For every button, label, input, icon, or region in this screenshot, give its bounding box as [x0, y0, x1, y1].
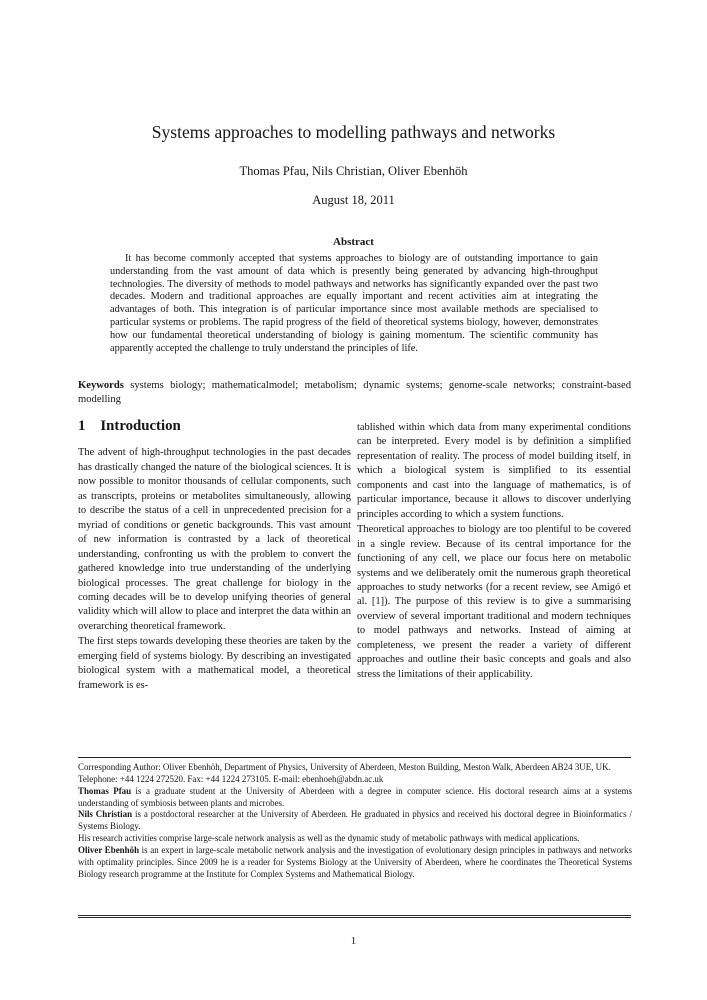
- bio-thomas-pfau: [78, 786, 632, 810]
- bio-text-thomas-pfau: is a graduate student at the University of Aberdeen with a degree in computer science. His doctoral research aims at a systems understanding of symbiosis between plants and microbes.: [78, 785, 632, 808]
- authors-line: Thomas Pfau, Nils Christian, Oliver Ebenhöh: [239, 164, 468, 178]
- footnote-rule: [78, 757, 631, 758]
- keywords-label: Keywords: [78, 380, 124, 391]
- bio-nils-christian: [78, 809, 632, 833]
- author-info-footer: [78, 762, 632, 880]
- corresponding-author-line: Corresponding Author: Oliver Ebenhöh, Department of Physics, University of Aberdeen, Meston Building, Meston Walk, Aberdeen AB24 3UE, UK.: [78, 762, 611, 772]
- bottom-rule: [78, 915, 631, 918]
- keywords-text: systems biology; mathematicalmodel; metabolism; dynamic systems; genome-scale networks; constraint-based modelling: [78, 380, 631, 405]
- bio-text-nils-christian: is a postdoctoral researcher at the University of Aberdeen. He graduated in physics and received his doctoral degree in Bioinformatics / Systems Biology.: [78, 809, 632, 832]
- abstract-heading: Abstract: [333, 236, 374, 248]
- section-number: 1: [78, 418, 86, 434]
- abstract-text: It has become commonly accepted that systems approaches to biology are of outstanding importance to gain understanding from the vast amount of data which is presently being generated by advancing high-throughput technologies. The diversity of methods to model pathways and networks has significantly expanded over the past two decades. Modern and traditional approaches are equally important and recent activities aim at integrating the advantages of both. This integration is of particular importance since most available methods are specialised to particular systems or problems. The rapid progress of the field of theoretical systems biology, however, demonstrates how our fundamental theoretical understanding of biology is gaining momentum. The scientific community has apparently accepted the challenge to truly understand the principles of life.: [110, 253, 598, 354]
- date-line: August 18, 2011: [312, 193, 395, 207]
- intro-left-column: [78, 419, 351, 693]
- bio-text-oliver-ebenhoeh: is an expert in large-scale metabolic network analysis and the investigation of evolutionary design principles in pathways and networks with optimality principles. Since 2009 he is a reader for Systems Biology at the University of Aberdeen, where he coordinates the Theoretical Systems Biology research programme at the Institute for Complex Systems and Mathematical Biology.: [78, 844, 632, 879]
- bio-name-thomas-pfau: Thomas Pfau: [78, 785, 132, 796]
- keywords-line: [78, 379, 631, 406]
- page-number: 1: [350, 936, 357, 947]
- intro-right-column: [357, 421, 631, 682]
- bio-nils-christian-extra: His research activities comprise large-scale network analysis as well as the dynamic study of metabolic pathways with medical applications.: [78, 833, 580, 844]
- right-paragraph-1: tablished within which data from many experimental conditions can be interpreted. Every model is by definition a simplified representation of reality. The process of model building itself, in which a biological system is simplified to its essential components and cast into the language of mathematics, is of particular importance, because it allows to discover underlying principles according to which a system functions.: [357, 422, 631, 520]
- section-title: Introduction: [100, 418, 181, 434]
- bio-name-oliver-ebenhoeh: Oliver Ebenhöh: [78, 844, 140, 855]
- contact-line: Telephone: +44 1224 272520. Fax: +44 1224 273105. E-mail: ebenhoeh@abdn.ac.uk: [78, 773, 384, 784]
- right-paragraph-2: Theoretical approaches to biology are too plentiful to be covered in a single review. Because of its central importance for the functioning of any cell, we place our focus here on metabolic systems and we deliberately omit the numerous graph theoretical approaches to study networks (for a recent review, see Amigó et al. [1]). The purpose of this review is to give a summarising overview of several important traditional and modern techniques to model pathways and networks. Instead of aiming at completeness, we present the reader a variety of different approaches and outline their basic concepts and goals and also stress the limitations of their applicability.: [357, 524, 631, 680]
- bio-name-nils-christian: Nils Christian: [78, 809, 133, 820]
- section-heading: [78, 419, 351, 433]
- left-paragraph-2: The first steps towards developing these theories are taken by the emerging field of systems biology. By describing an investigated biological system with a mathematical model, a theoretical framework is es-: [78, 636, 351, 691]
- left-paragraph-1: The advent of high-throughput technologies in the past decades has drastically changed the nature of the biological sciences. It is now possible to monitor thousands of cellular components, such as transcripts, proteins or metabolites simultaneously, allowing to describe the status of a cell in unprecedented precision for a myriad of conditions or genetic backgrounds. This vast amount of new information is contrasted by a lack of theoretical understanding, confronting us with the problem to convert the gathered knowledge into true understanding of the underlying biological processes. The great challenge for biology in the coming decades will be to develop unifying theories of general validity which will allow to place and interpret the data within an overarching theoretical framework.: [78, 447, 351, 632]
- paper-title: Systems approaches to modelling pathways and networks: [151, 122, 556, 142]
- bio-oliver-ebenhoeh: [78, 845, 632, 881]
